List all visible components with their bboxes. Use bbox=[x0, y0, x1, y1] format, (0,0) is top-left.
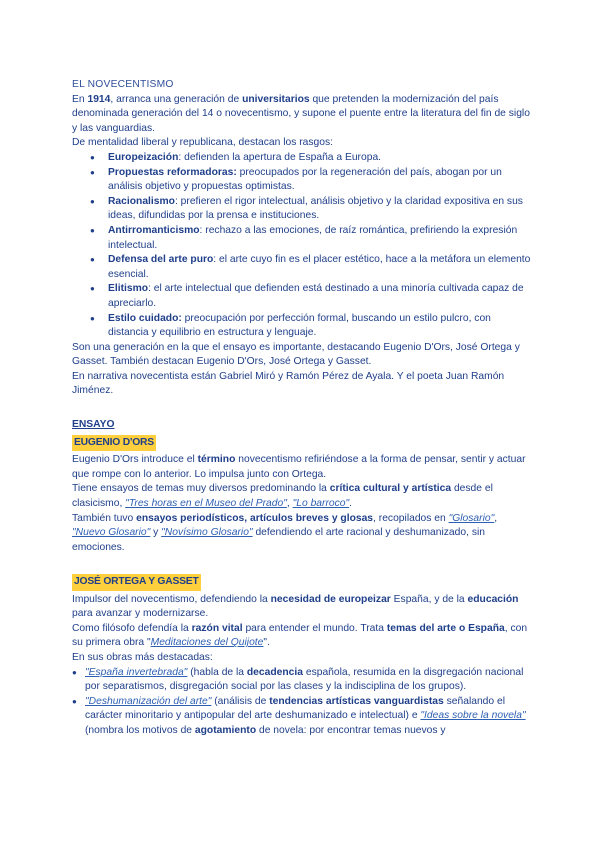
work-link[interactable]: "Tres horas en el Museo del Prado" bbox=[125, 497, 287, 509]
narrativa-paragraph: En narrativa novecentista están Gabriel Miró y Ramón Pérez de Ayala. Y el poeta Juan Ramón Jiménez. bbox=[72, 370, 505, 397]
obras-intro: En sus obras más destacadas: bbox=[72, 651, 213, 663]
list-item: ● "España invertebrada" (habla de la decadencia española, resumida en la disgregación nacional por separatismos, disgregación social por las clases y la indisciplina de los grupos). bbox=[85, 666, 532, 695]
work-link[interactable]: "Glosario" bbox=[448, 512, 495, 524]
list-item: ● Elitismo: el arte intelectual que defienden está destinado a una minoría cultivada capaz de apreciarlo. bbox=[108, 282, 532, 311]
list-item: ● Defensa del arte puro: el arte cuyo fin es el placer estético, hace a la metáfora un elemento esencial. bbox=[108, 253, 532, 282]
list-item: ● Europeización: defienden la apertura de España a Europa. bbox=[108, 151, 532, 166]
ortega-paragraph-1: Impulsor del novecentismo, defendiendo la necesidad de europeizar España, y de la educación para avanzar y modernizarse. bbox=[72, 593, 519, 620]
dors-heading: EUGENIO D'ORS bbox=[72, 435, 156, 452]
mentalidad-paragraph: De mentalidad liberal y republicana, destacan los rasgos: bbox=[72, 137, 334, 149]
obras-list bbox=[72, 666, 532, 739]
list-item: ● Racionalismo: prefieren el rigor intelectual, análisis objetivo y la claridad expositiva en sus ideas, difundidas por la prensa e instituciones. bbox=[108, 195, 532, 224]
list-item: ● Antirromanticismo: rechazo a las emociones, de raíz romántica, prefiriendo la expresión intelectual. bbox=[108, 224, 532, 253]
page-title: EL NOVECENTISMO bbox=[72, 79, 174, 90]
work-link[interactable]: "Nuevo Glosario" bbox=[72, 527, 151, 539]
ortega-heading: JOSÉ ORTEGA Y GASSET bbox=[72, 574, 201, 591]
generacion-paragraph: Son una generación en la que el ensayo es importante, destacando Eugenio D'Ors, José Ortega y Gasset. También destacan Eugenio D'Ors, José Ortega y Gasset. bbox=[72, 341, 520, 368]
work-link[interactable]: Meditaciones del Quijote bbox=[150, 637, 264, 649]
ortega-section bbox=[72, 574, 532, 739]
list-item: ● Propuestas reformadoras: preocupados por la regeneración del país, abogan por un análisis objetivo y propuestas optimistas. bbox=[108, 166, 532, 195]
dors-paragraph-2: Tiene ensayos de temas muy diversos predominando la crítica cultural y artística desde el clasicismo, "Tres horas en el Museo del Prado", "Lo barroco". bbox=[72, 483, 493, 509]
list-item: ● Estilo cuidado: preocupación por perfección formal, buscando un estilo pulcro, con distancia y equilibrio en estructura y lenguaje. bbox=[108, 312, 532, 341]
dors-paragraph-3: También tuvo ensayos periodísticos, artículos breves y glosas, recopilados en "Glosario", "Nuevo Glosario" y "Novísimo Glosario" defendiendo el arte racional y deshumanizado, sin emociones. bbox=[72, 512, 498, 553]
ensayo-section bbox=[72, 418, 532, 555]
novecentismo-section bbox=[72, 78, 532, 399]
ortega-paragraph-2: Como filósofo defendía la razón vital para entender el mundo. Trata temas del arte o España, con su primera obra "Meditaciones del Quijote". bbox=[72, 622, 528, 649]
work-link[interactable]: "Ideas sobre la novela" bbox=[420, 710, 526, 722]
dors-paragraph-1: Eugenio D'Ors introduce el término novecentismo refiriéndose a la forma de pensar, sentir y actuar que rompe con lo anterior. Lo impulsa junto con Ortega. bbox=[72, 454, 526, 480]
work-link[interactable]: "España invertebrada" bbox=[85, 666, 188, 678]
work-link[interactable]: "Deshumanización del arte" bbox=[85, 695, 212, 707]
intro-paragraph: En 1914, arranca una generación de universitarios que pretenden la modernización del país denominada generación del 14 o novecentismo, y supone el puente entre la literatura del fin de siglo y las vanguardias. bbox=[72, 93, 530, 134]
list-item: ● "Deshumanización del arte" (análisis de tendencias artísticas vanguardistas señalando el carácter minoritario y antipopular del arte deshumanizado e intelectual) e "Ideas sobre la novela" (nombra los motivos de agotamiento de novela: por encontrar temas nuevos y bbox=[85, 695, 532, 739]
ensayo-heading: ENSAYO bbox=[72, 419, 115, 430]
work-link[interactable]: "Lo barroco" bbox=[292, 497, 350, 509]
rasgos-list bbox=[72, 151, 532, 341]
work-link[interactable]: "Novísimo Glosario" bbox=[161, 527, 253, 539]
